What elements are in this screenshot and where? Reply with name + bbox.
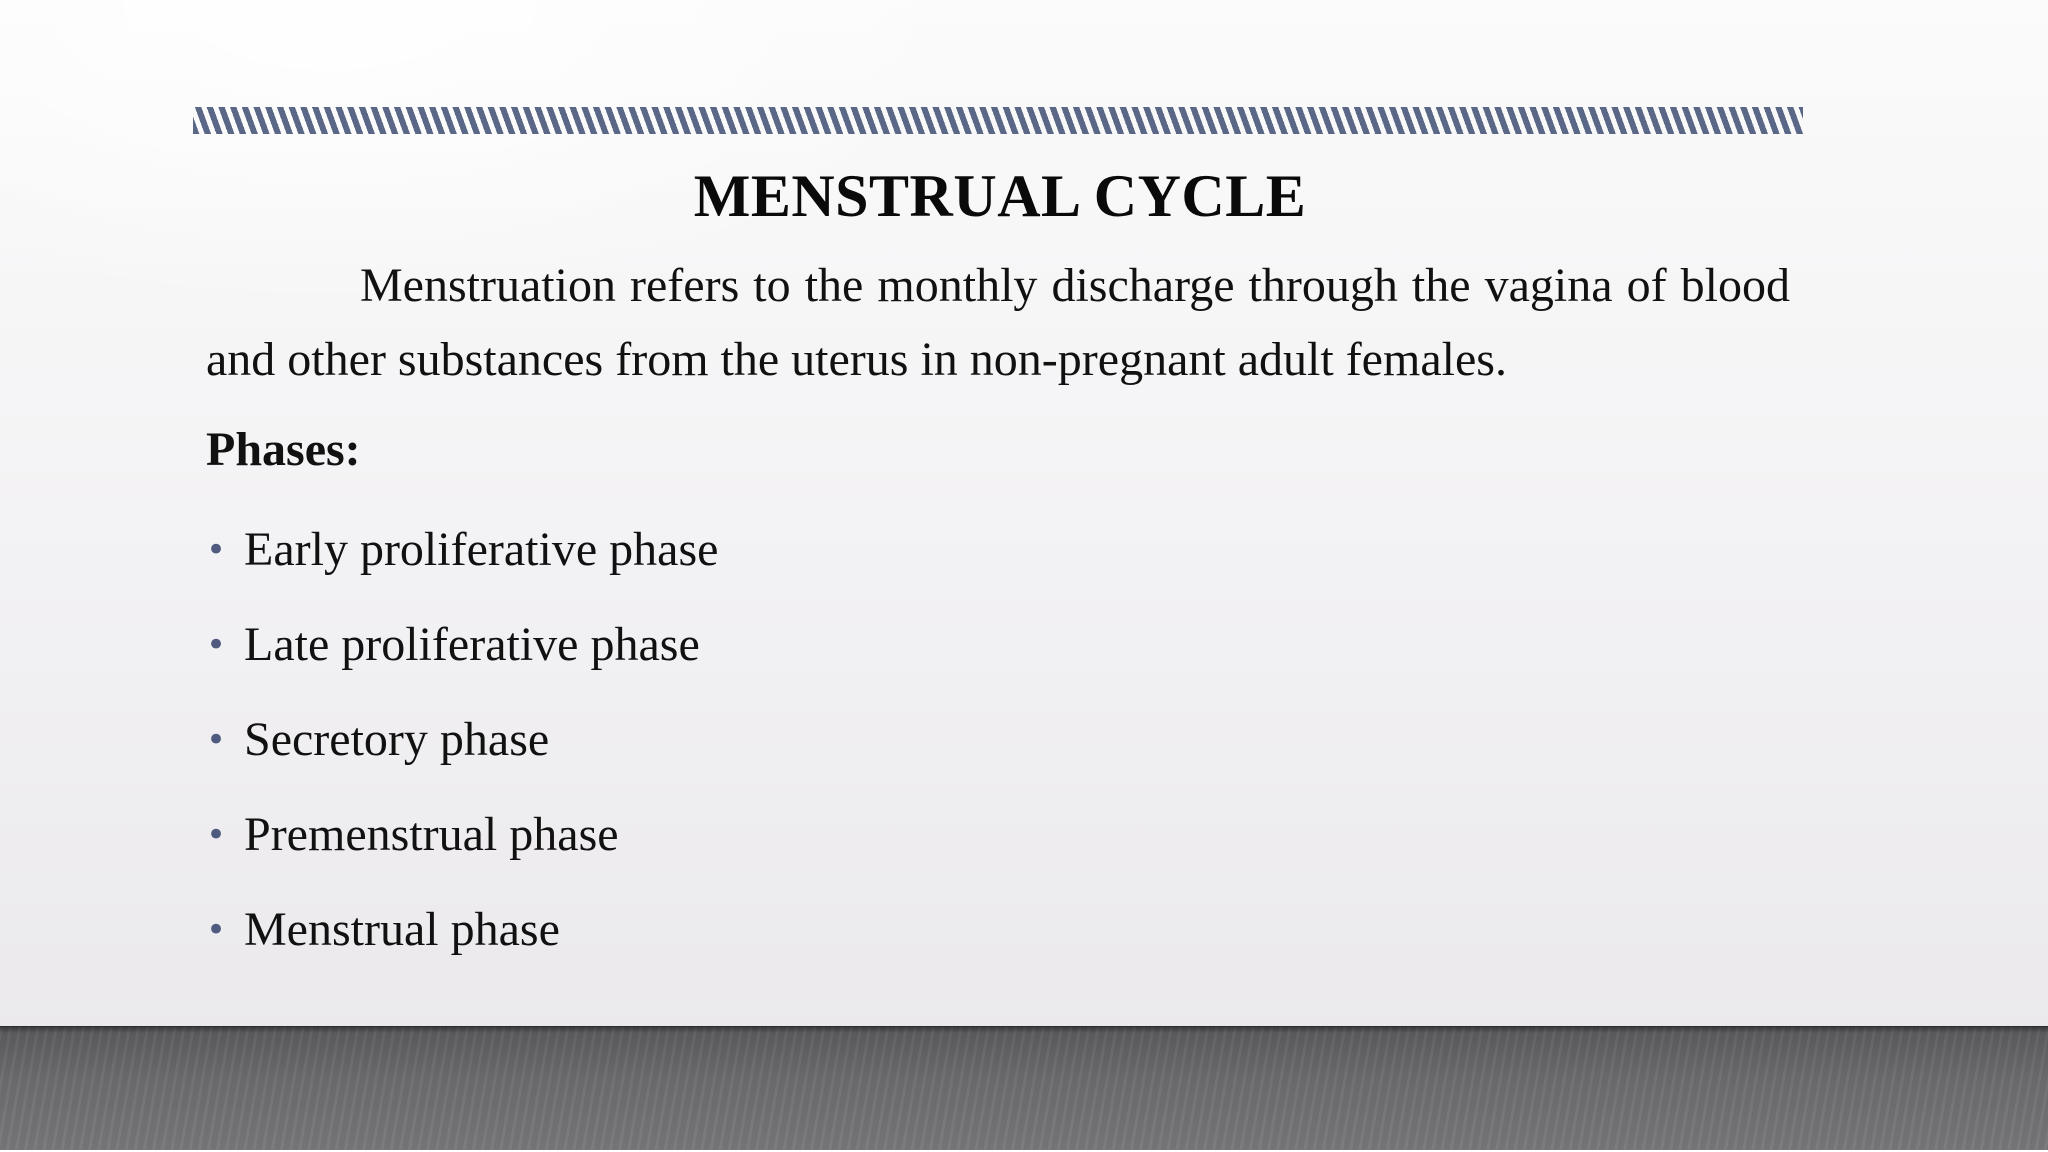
bullet-icon: •	[206, 530, 227, 570]
phase-item-early-proliferative	[206, 512, 718, 607]
slide-title: MENSTRUAL CYCLE	[693, 163, 1307, 229]
phase-label: Secretory phase	[244, 713, 550, 766]
phase-label: Late proliferative phase	[244, 618, 700, 671]
phase-label: Early proliferative phase	[244, 523, 719, 576]
bullet-icon: •	[206, 720, 227, 760]
phase-item-secretory	[206, 702, 718, 797]
phase-label: Premenstrual phase	[244, 808, 619, 861]
phase-item-menstrual	[206, 892, 718, 987]
phases-heading: Phases:	[206, 423, 361, 476]
phase-list	[206, 512, 718, 987]
bullet-icon: •	[206, 910, 227, 950]
definition-paragraph: Menstruation refers to the monthly discharge through the vagina of blood and other substances from the uterus in non-pregnant adult females.	[206, 259, 1790, 386]
phase-item-late-proliferative	[206, 607, 718, 702]
phase-label: Menstrual phase	[244, 903, 560, 956]
bullet-icon: •	[206, 625, 227, 665]
decorative-floor	[0, 1027, 2048, 1152]
decorative-stripe-band	[193, 107, 1803, 134]
bullet-icon: •	[206, 815, 227, 855]
phase-item-premenstrual	[206, 797, 718, 892]
